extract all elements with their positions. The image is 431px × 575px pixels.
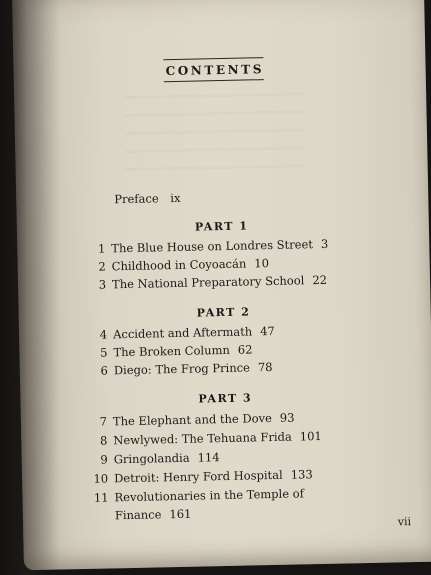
chapter-page: 114 <box>197 450 220 465</box>
chapter-number: 2 <box>98 259 106 274</box>
chapter-page: 22 <box>312 272 328 288</box>
chapter-title: Newlywed: The Tehuana Frida <box>113 429 292 448</box>
chapter-title: Revolutionaries in the Temple of <box>114 486 305 505</box>
chapter-page: 133 <box>290 467 313 482</box>
chapter-title: The Blue House on Londres Street <box>111 237 314 256</box>
book-page <box>12 0 431 570</box>
chapter-entry <box>92 360 273 378</box>
chapter-entry <box>86 467 313 486</box>
chapter-number: 5 <box>100 345 108 360</box>
chapter-number: 10 <box>93 471 109 486</box>
chapter-title: The Elephant and the Dove <box>112 411 273 429</box>
chapter-entry <box>90 256 270 274</box>
chapter-number: 8 <box>99 433 108 448</box>
chapter-page: 47 <box>260 323 275 339</box>
chapter-entry <box>86 450 220 467</box>
chapter-number: 4 <box>99 327 108 342</box>
chapter-page: 161 <box>169 506 192 522</box>
chapter-entry <box>90 273 327 292</box>
part-1-heading: PART 1 <box>194 219 249 234</box>
chapter-title: The Broken Column <box>113 342 230 360</box>
chapter-title: Childhood in Coyoacán <box>111 256 247 274</box>
chapter-title: Gringolandia <box>113 450 190 467</box>
contents-title: CONTENTS <box>165 62 265 79</box>
chapter-page: 3 <box>320 236 329 251</box>
chapter-title: Diego: The Frog Prince <box>113 360 251 378</box>
preface-label: Preface <box>114 191 159 207</box>
chapter-entry <box>91 342 252 359</box>
chapter-page: 62 <box>237 342 253 357</box>
chapter-title: Accident and Aftermath <box>112 324 253 342</box>
part-3-heading: PART 3 <box>198 391 253 406</box>
contents-heading <box>163 57 263 82</box>
part-2-heading: PART 2 <box>196 305 251 320</box>
chapter-entry <box>85 429 322 448</box>
chapter-number: 9 <box>100 452 108 467</box>
chapter-entry <box>89 237 328 256</box>
chapter-entry <box>86 486 304 505</box>
page-folio: vii <box>397 515 412 529</box>
chapter-page: 93 <box>279 410 295 425</box>
bleed-through-texture <box>124 92 306 176</box>
chapter-entry-continued <box>115 507 192 523</box>
chapter-number: 3 <box>98 277 107 292</box>
chapter-page: 101 <box>299 428 322 444</box>
chapter-number: 6 <box>100 363 109 378</box>
chapter-title: Detroit: Henry Ford Hospital <box>113 467 283 486</box>
chapter-entry <box>85 411 295 429</box>
chapter-number: 7 <box>99 414 108 429</box>
chapter-title: The National Preparatory School <box>111 273 305 292</box>
chapter-page: 78 <box>257 360 273 375</box>
chapter-title-continued: Finance <box>114 507 162 523</box>
preface-page: ix <box>170 190 181 206</box>
chapter-number: 1 <box>97 241 106 256</box>
chapter-entry <box>91 324 275 342</box>
chapter-page: 10 <box>254 256 270 271</box>
chapter-number: 11 <box>93 490 109 505</box>
preface-entry <box>114 191 181 206</box>
